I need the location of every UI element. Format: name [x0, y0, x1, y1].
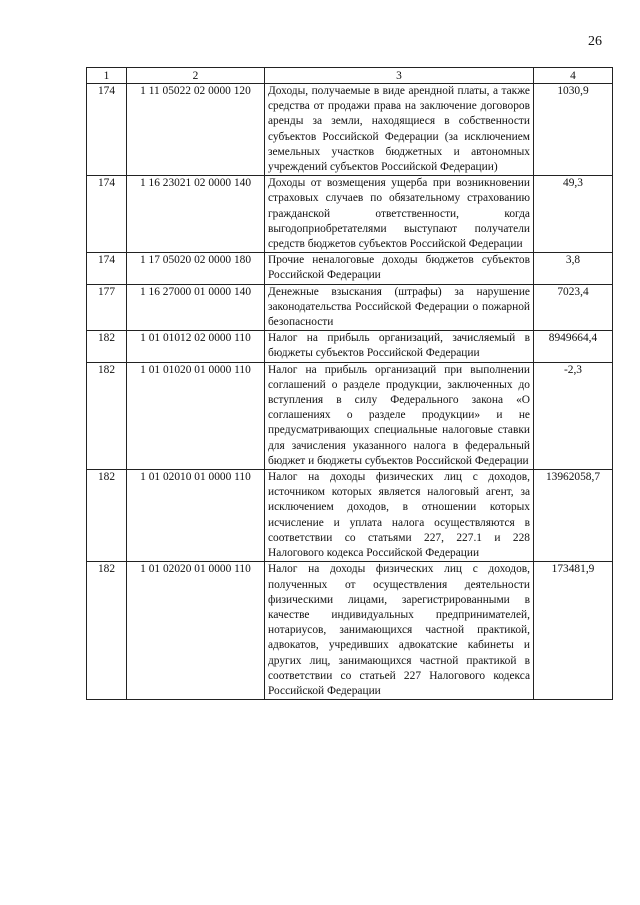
table-row [87, 562, 613, 700]
revenue-name-cell: Налог на доходы физических лиц с доходов, полученных от осуществления деятельности физическими лицами, зарегистрированными в качестве индивидуальных предпринимателей, нотариусов, занимающихся частной практикой, адвокатов, учредивших адвокатские кабинеты и других лиц, занимающихся частной практикой в соответствии со статьей 227 Налогового кодекса Российской Федерации [265, 562, 534, 700]
amount-cell: 7023,4 [534, 284, 613, 331]
revenue-code-cell: 1 11 05022 02 0000 120 [127, 84, 265, 176]
column-header-4: 4 [534, 68, 613, 84]
amount-cell: 8949664,4 [534, 331, 613, 362]
revenue-code-cell: 1 01 02020 01 0000 110 [127, 562, 265, 700]
amount-cell: 49,3 [534, 176, 613, 253]
revenue-name-cell: Денежные взыскания (штрафы) за нарушение законодательства Российской Федерации о пожарной безопасности [265, 284, 534, 331]
revenue-name-cell: Налог на прибыль организаций при выполнении соглашений о разделе продукции, заключенных до вступления в силу Федерального закона «О соглашениях о разделе продукции» и не предусматривающих специальные налоговые ставки для зачисления указанного налога в федеральный бюджет и бюджеты субъектов Российской Федерации [265, 362, 534, 469]
revenue-code-cell: 1 16 27000 01 0000 140 [127, 284, 265, 331]
admin-code-cell: 177 [87, 284, 127, 331]
column-header-3: 3 [265, 68, 534, 84]
revenue-code-cell: 1 01 02010 01 0000 110 [127, 470, 265, 562]
amount-cell: 173481,9 [534, 562, 613, 700]
table-row [87, 84, 613, 176]
admin-code-cell: 182 [87, 470, 127, 562]
table-row [87, 284, 613, 331]
revenue-name-cell: Доходы, получаемые в виде арендной платы, а также средства от продажи права на заключение договоров аренды за земли, находящиеся в собственности субъектов Российской Федерации (за исключением земельных участков бюджетных и автономных учреждений субъектов Российской Федерации) [265, 84, 534, 176]
column-header-1: 1 [87, 68, 127, 84]
amount-cell: 13962058,7 [534, 470, 613, 562]
admin-code-cell: 182 [87, 331, 127, 362]
amount-cell: 1030,9 [534, 84, 613, 176]
table-row [87, 470, 613, 562]
table-row [87, 253, 613, 284]
admin-code-cell: 182 [87, 562, 127, 700]
admin-code-cell: 174 [87, 253, 127, 284]
column-header-2: 2 [127, 68, 265, 84]
revenue-table [86, 67, 613, 700]
admin-code-cell: 182 [87, 362, 127, 469]
table-row [87, 362, 613, 469]
page-number: 26 [588, 34, 602, 49]
table-row [87, 176, 613, 253]
revenue-name-cell: Доходы от возмещения ущерба при возникновении страховых случаев по обязательному страхованию гражданской ответственности, когда выгодоприобретателями выступают получатели средств бюджетов субъектов Российской Федерации [265, 176, 534, 253]
revenue-code-cell: 1 01 01020 01 0000 110 [127, 362, 265, 469]
amount-cell: 3,8 [534, 253, 613, 284]
amount-cell: -2,3 [534, 362, 613, 469]
revenue-code-cell: 1 01 01012 02 0000 110 [127, 331, 265, 362]
admin-code-cell: 174 [87, 176, 127, 253]
revenue-name-cell: Налог на доходы физических лиц с доходов, источником которых является налоговый агент, за исключением доходов, в отношении которых исчисление и уплата налога осуществляются в соответствии со статьями 227, 227.1 и 228 Налогового кодекса Российской Федерации [265, 470, 534, 562]
revenue-code-cell: 1 16 23021 02 0000 140 [127, 176, 265, 253]
admin-code-cell: 174 [87, 84, 127, 176]
revenue-name-cell: Прочие неналоговые доходы бюджетов субъектов Российской Федерации [265, 253, 534, 284]
revenue-code-cell: 1 17 05020 02 0000 180 [127, 253, 265, 284]
column-number-row [87, 68, 613, 84]
table-row [87, 331, 613, 362]
revenue-name-cell: Налог на прибыль организаций, зачисляемый в бюджеты субъектов Российской Федерации [265, 331, 534, 362]
